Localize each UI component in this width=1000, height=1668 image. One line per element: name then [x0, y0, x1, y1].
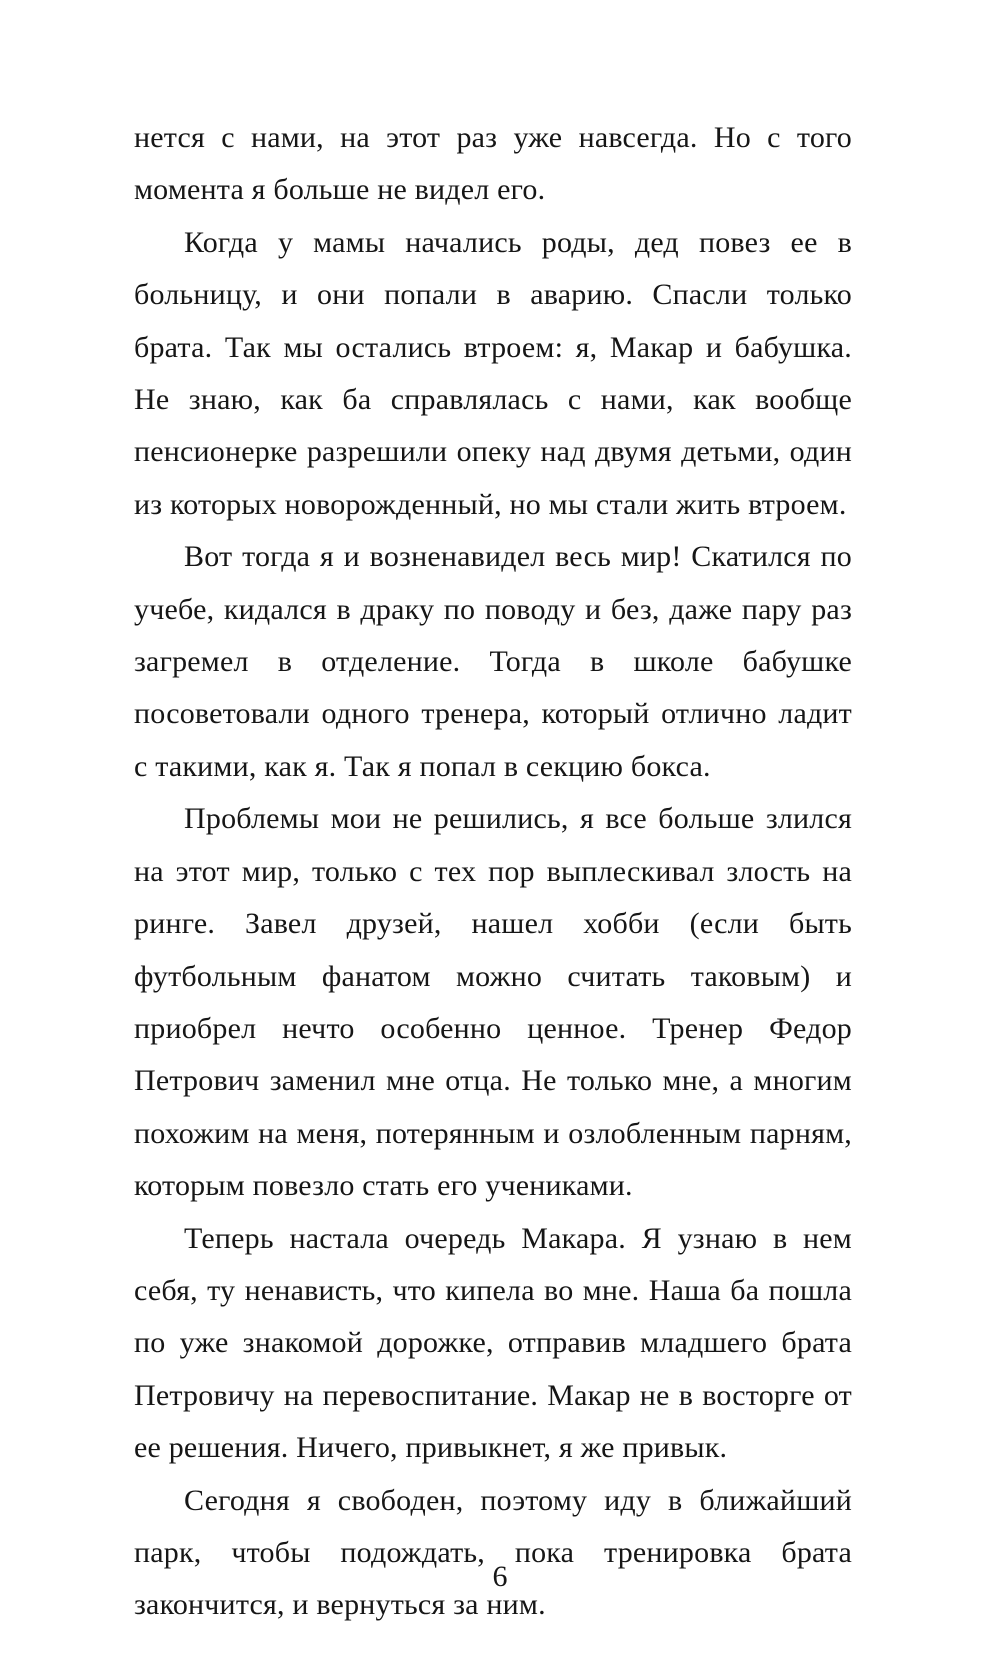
paragraph-1: нется с нами, на этот раз уже навсегда. Но с того момента я больше не видел его. [134, 121, 852, 207]
paragraph-6: Сегодня я свободен, поэтому иду в ближайший парк, чтобы подождать, пока тренировка брата закончится, и вернуться за ним. [134, 1483, 852, 1622]
body-text [134, 112, 852, 1632]
page-number: 6 [492, 1560, 508, 1593]
paragraph-4: Проблемы мои не решились, я все больше злился на этот мир, только с тех пор выплескивал злость на ринге. Завел друзей, нашел хобби (если быть футбольным фанатом можно считать таковым) и приобрел нечто особенно ценное. Тренер Федор Петрович заменил мне отца. Не только мне, а многим похожим на меня, потерянным и озлобленным парням, которым повезло стать его учениками. [134, 802, 852, 1203]
paragraph-3: Вот тогда я и возненавидел весь мир! Скатился по учебе, кидался в драку по поводу и без, даже пару раз загремел в отделение. Тогда в школе бабушке посоветовали одного тренера, который отлично ладит с такими, как я. Так я попал в секцию бокса. [134, 540, 852, 783]
paragraph-2: Когда у мамы начались роды, дед повез ее в больницу, и они попали в аварию. Спасли только брата. Так мы остались втроем: я, Макар и бабушка. Не знаю, как ба справлялась с нами, как вообще пенсионерке разрешили опеку над двумя детьми, один из которых новорожденный, но мы стали жить втроем. [134, 225, 852, 521]
paragraph-5: Теперь настала очередь Макара. Я узнаю в нем себя, ту ненависть, что кипела во мне. Наша ба пошла по уже знакомой дорожке, отправив младшего брата Петровичу на перевоспитание. Макар не в восторге от ее решения. Ничего, привыкнет, я же привык. [134, 1221, 852, 1465]
